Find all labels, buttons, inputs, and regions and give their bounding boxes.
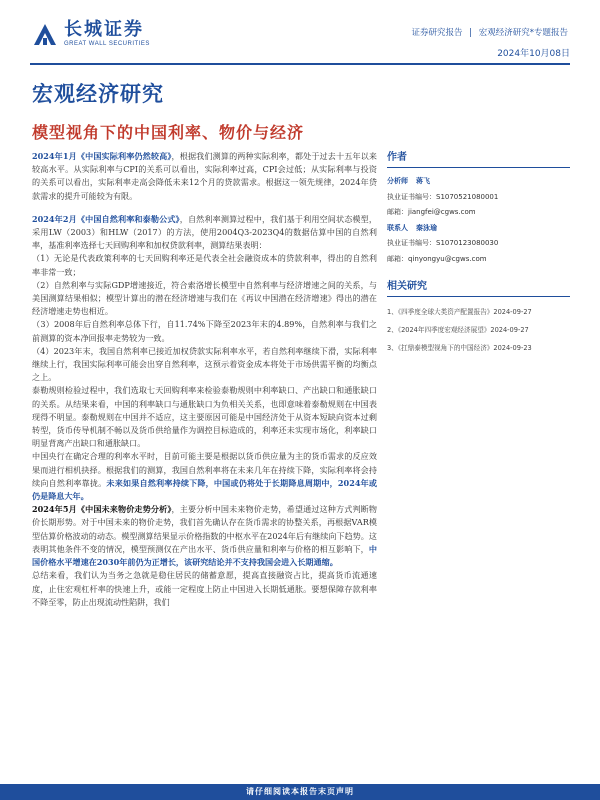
analyst-1-role: 分析师 — [387, 177, 408, 185]
analyst-2-email[interactable]: qinyongyu@cgws.com — [408, 254, 487, 263]
section-title: 宏观经济研究 — [32, 82, 164, 106]
analyst-1-name: 蒋飞 — [416, 177, 430, 185]
related-research-heading: 相关研究 — [387, 277, 570, 297]
analyst-1-cert: S1070521080001 — [436, 192, 499, 201]
paragraph-6: （4）2023年末，我国自然利率已接近加权贷款实际利率水平，若自然利率继续下滑，实际利率继续上行，我国实际利率可能会出穿自然利率，这预示着资金成本将处于市场供需平衡的均衡点之上。 — [32, 345, 377, 383]
analyst-1 — [387, 174, 570, 267]
analyst-1-cert-label: 执业证书编号： — [387, 192, 436, 201]
paragraph-9-lead: 2024年5月《中国未来物价走势分析》 — [32, 504, 172, 515]
breadcrumb-category: 宏观经济研究*专题报告 — [478, 28, 568, 38]
paragraph-9-emphasis: 中国价格水平增速在2030年前仍为正增长，该研究结论并不支持我国会进入长期通缩。 — [32, 543, 377, 568]
paragraph-7: 泰勒规则检验过程中，我们选取七天回购利率来检验泰勒规则中利率缺口、产出缺口和通胀缺口的关系。从结果来看，中国的利率缺口与通胀缺口为负相关关系，也即意味着泰勒规则在中国表现得不明显。泰勒规则在中国并不适应，这主要原因可能是中国经济处于从资本短缺向资本过剩转型，货币传导机制不畅以及货币供给量作为调控目标造成的，利率还未实现市场化，利率缺口明显背离产出缺口和通胀缺口。 — [32, 385, 377, 449]
authors-heading: 作者 — [387, 148, 570, 168]
paragraph-9 — [32, 503, 377, 569]
report-title: 模型视角下的中国利率、物价与经济 — [32, 123, 305, 142]
paragraph-5: （3）2008年后自然利率总体下行，自11.74%下降至2023年末的4.89%，自然利率与我们之前测算的资本净回报率走势较为一致。 — [32, 319, 377, 343]
logo-english-text: GREAT WALL SECURITIES — [64, 41, 150, 47]
sidebar — [387, 148, 570, 357]
paragraph-8-text: 中国央行在确定合理的利率水平时，目前可能主要是根据以货币供应量为主的货币需求的反应效果而进行相机抉择。根据我们的测算，我国自然利率将在未来几年在持续下降，实际利率将会持续向自然利率靠拢。 — [32, 451, 377, 488]
footer-disclaimer: 请仔细阅读本报告末页声明 — [246, 787, 354, 796]
main-body — [32, 150, 377, 609]
paragraph-8 — [32, 450, 377, 503]
paragraph-4: （2）自然利率与实际GDP增速接近，符合索洛增长模型中自然利率与经济增速之间的关系，与美国测算结果相似；模型计算出的潜在经济增速与我们在《再议中国潜在经济增速》得出的潜在经济增速走势也相近。 — [32, 279, 377, 317]
breadcrumb — [409, 26, 570, 38]
paragraph-1 — [32, 150, 377, 203]
related-research-item[interactable]: 1、《四季度全球大类资产配置报告》2024-09-27 — [387, 308, 532, 316]
related-research-item[interactable]: 2、《2024年四季度宏观经济展望》2024-09-27 — [387, 326, 529, 334]
paragraph-2 — [32, 213, 377, 253]
paragraph-8-emphasis: 未来如果自然利率持续下降，中国或仍将处于长期降息周期中，2024年或仍是降息大年。 — [32, 477, 377, 502]
great-wall-logo-icon — [32, 21, 58, 47]
paragraph-2-text: ，自然利率测算过程中，我们基于利用空间状态模型，采用LW（2003）和HLW（2017）的方法，使用2004Q3-2023Q4的数据估算中国的自然利率，基准利率选择七天回购利率和加权贷款利率，测算结果表明： — [32, 213, 377, 251]
related-research-item[interactable]: 3、《扛鼎泰模型视角下的中国经济》2024-09-23 — [387, 344, 532, 352]
logo-chinese-text: 长城证券 — [64, 19, 144, 40]
analyst-1-email[interactable]: jiangfei@cgws.com — [408, 208, 476, 216]
paragraph-10: 总结来看，我们认为当务之急就是稳住居民的储蓄意愿，提高直接融资占比，提高货币流通速度，止住宏观杠杆率的快速上升，或能一定程度上防止中国进入长期低通胀。要想保障存款利率不降至零，防止出现流动性陷阱，我们 — [32, 570, 377, 607]
paragraph-2-lead: 2024年2月《中国自然利率和泰勒公式》 — [32, 213, 180, 224]
analyst-2-role: 联系人 — [387, 223, 408, 232]
paragraph-1-text: ，根据我们测算的两种实际利率，都处于过去十五年以来较高水平。从实际利率与CPI的关系可以看出，实际利率过高，CPI会过低；从实际利率与投资的关系可以看出，实际利率走高会降低未来12个月的贷款需求。根据这一领先规律，2024年贷款需求的提升可能较为有限。 — [32, 151, 377, 201]
report-date: 2024年10月08日 — [497, 49, 570, 59]
breadcrumb-report-type: 证券研究报告 — [411, 28, 463, 38]
analyst-2-cert: S1070123080030 — [436, 239, 499, 247]
brand-logo — [32, 20, 150, 48]
analyst-2-name: 秦泳瑜 — [416, 223, 437, 232]
analyst-2-cert-label: 执业证书编号： — [387, 239, 436, 247]
header-meta — [409, 26, 570, 59]
analyst-2-email-label: 邮箱： — [387, 254, 408, 263]
paragraph-3: （1）无论是代表政策利率的七天回购利率还是代表全社会融资成本的贷款利率，得出的自然利率非常一致； — [32, 253, 377, 277]
paragraph-1-lead: 2024年1月《中国实际利率仍然较高》 — [32, 151, 172, 161]
analyst-1-email-label: 邮箱： — [387, 208, 408, 216]
breadcrumb-separator: | — [469, 28, 473, 38]
paragraph-9-text: ，主要分析中国未来物价走势，希望通过这种方式判断物价长期形势。对于中国未来的物价走势，我们首先确认存在货币需求的协整关系，再根据VAR模型估算价格波动的动态。模型测算结果显示价格指数的中枢水平在2024年后有继续向下趋势。这表明其他条件不变的情况，模型预测仅在产出水平、货币供应量和利率与价格的相互影响下， — [32, 504, 377, 554]
page-header — [0, 0, 600, 64]
page-footer — [0, 784, 600, 800]
header-divider — [30, 63, 570, 65]
